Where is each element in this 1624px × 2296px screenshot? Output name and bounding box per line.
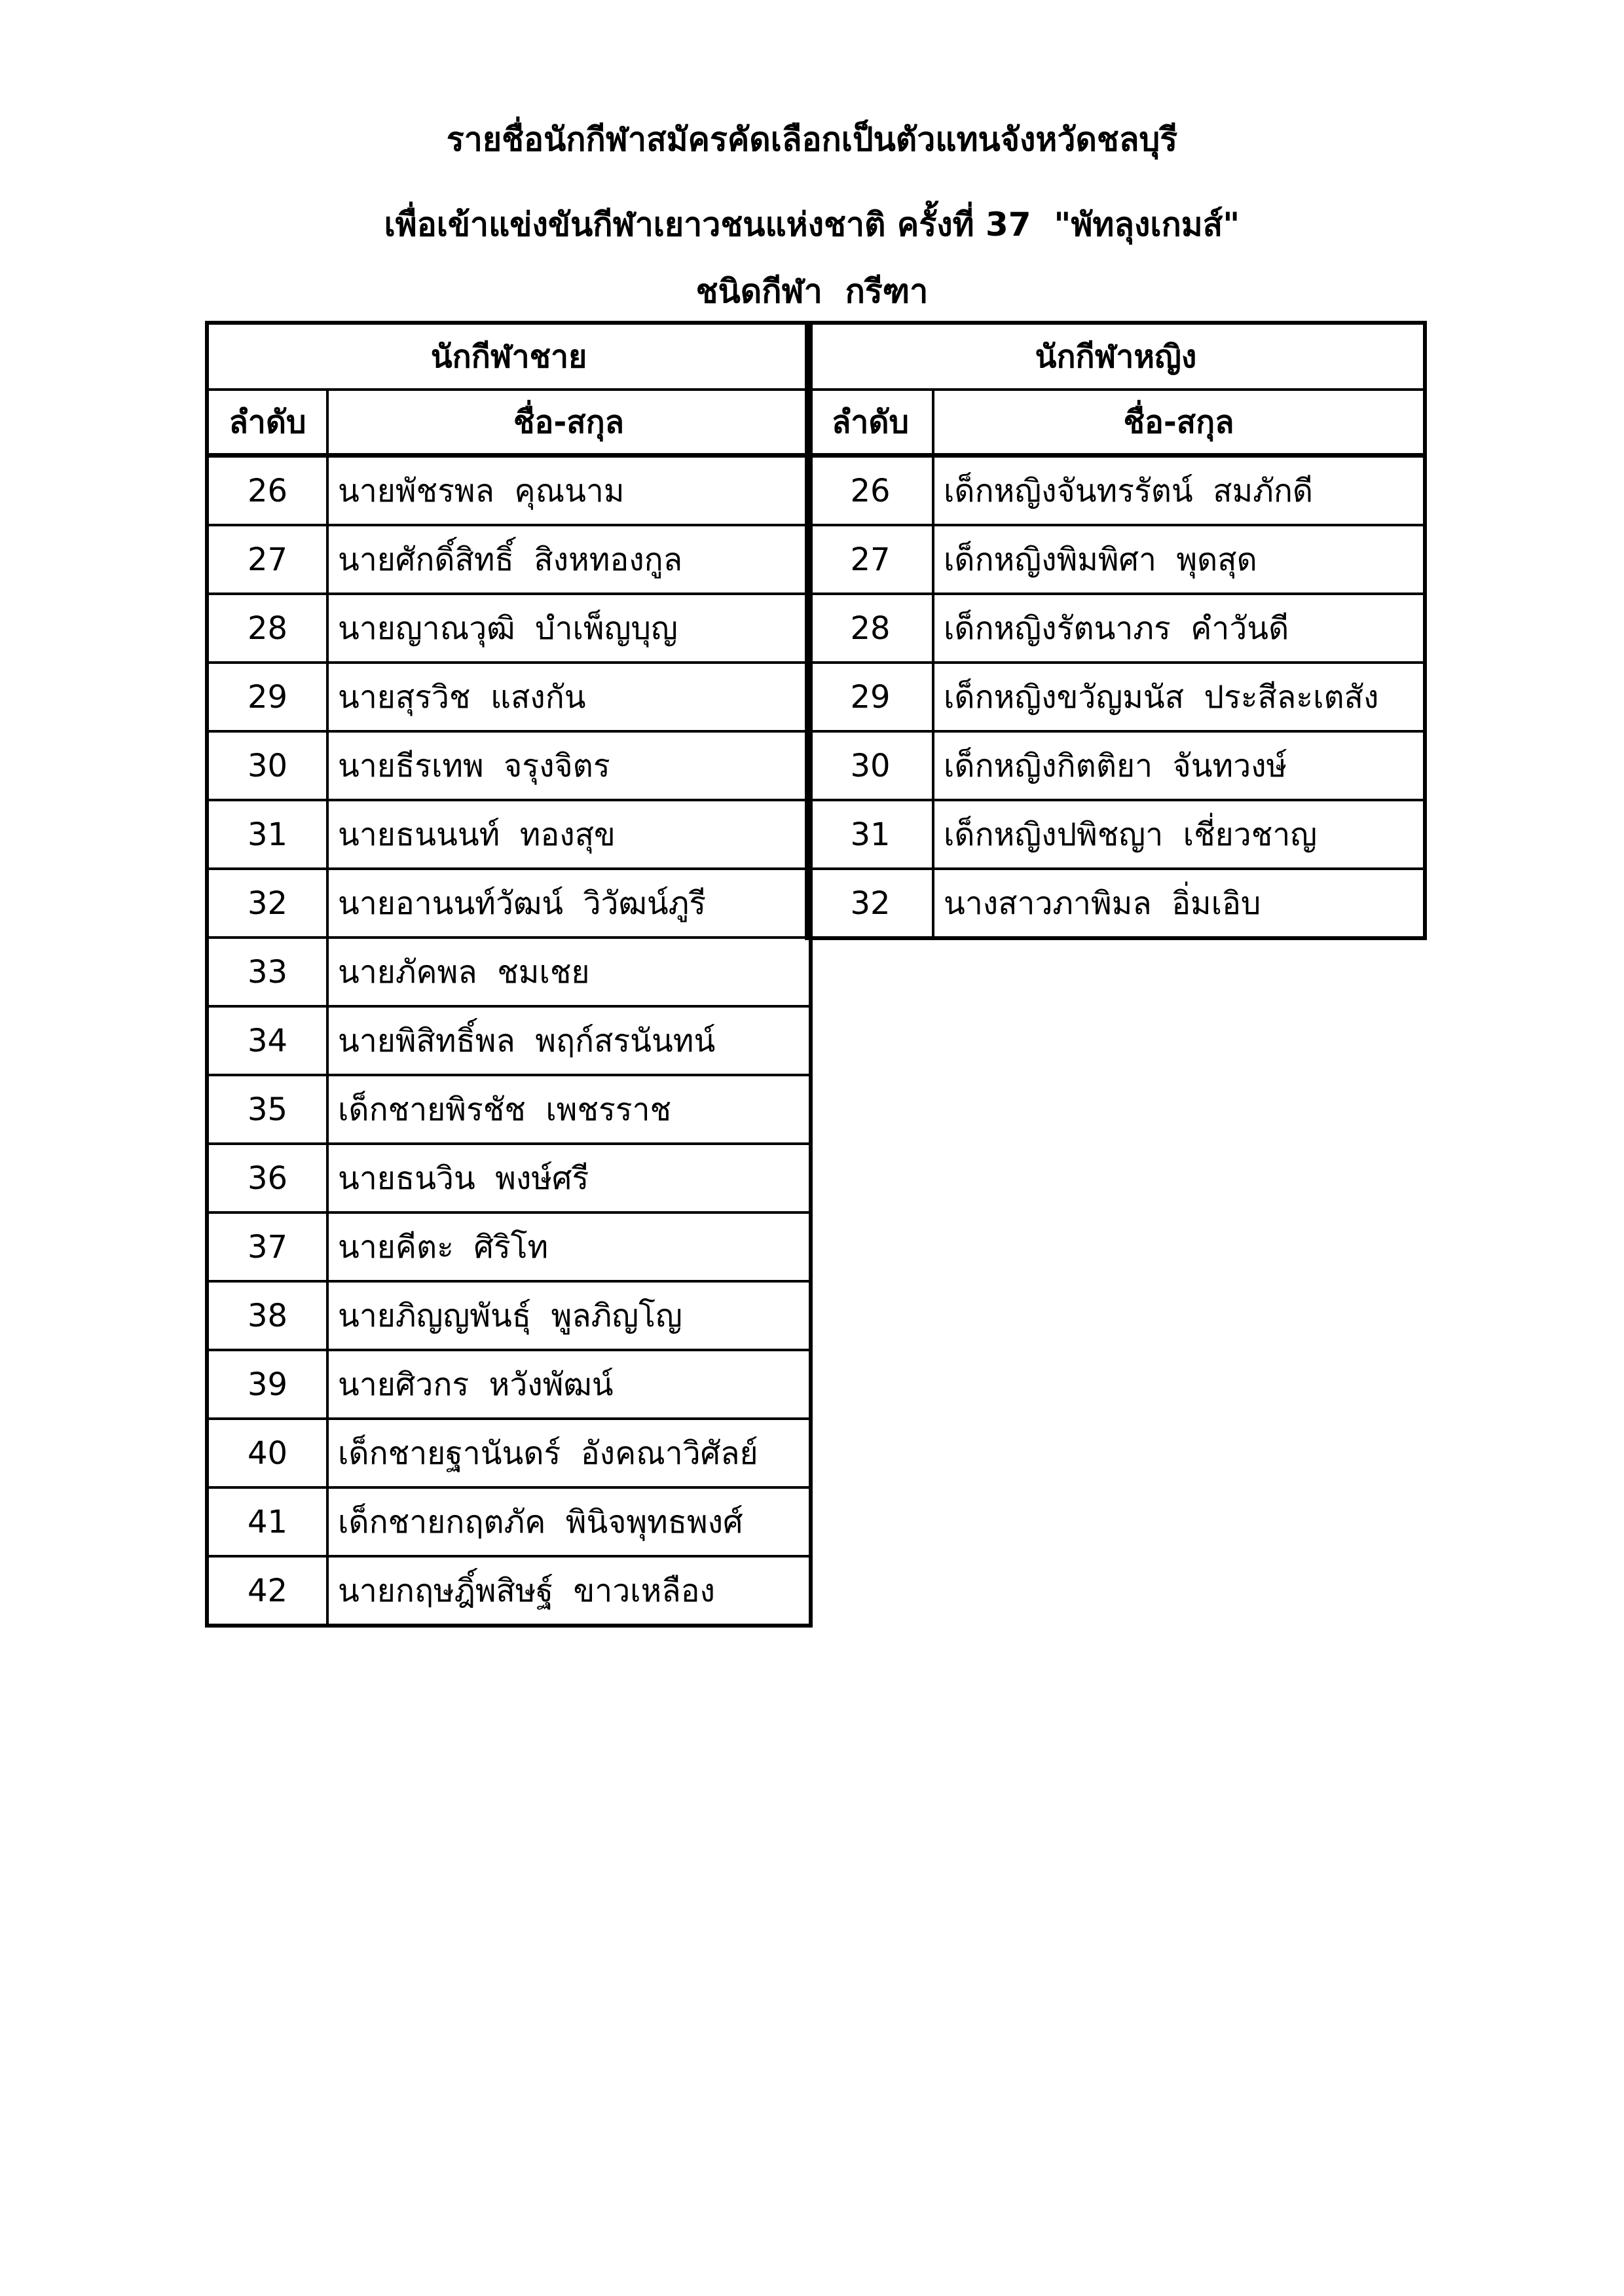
row-number: 33 xyxy=(207,938,327,1006)
male-section-header-row xyxy=(207,323,811,390)
male-athletes-table xyxy=(205,321,813,1628)
table-row xyxy=(207,1006,811,1075)
athlete-name: นายญาณวุฒิ บำเพ็ญบุญ xyxy=(327,594,811,663)
male-col-header-no: ลำดับ xyxy=(207,390,327,456)
row-number: 28 xyxy=(207,594,327,663)
athlete-name: นายพัชรพล คุณนาม xyxy=(327,456,811,526)
athlete-name: เด็กหญิงปพิชญา เชี่ยวชาญ xyxy=(933,800,1425,869)
athlete-name: นายคีตะ ศิริโท xyxy=(327,1212,811,1281)
row-number: 42 xyxy=(207,1556,327,1626)
male-columns-header-row xyxy=(207,390,811,456)
table-row xyxy=(207,1144,811,1212)
athlete-name: นายกฤษฎิ์พสิษฐ์ ขาวเหลือง xyxy=(327,1556,811,1626)
row-number: 35 xyxy=(207,1075,327,1144)
row-number: 36 xyxy=(207,1144,327,1212)
table-row xyxy=(207,1075,811,1144)
athlete-name: นายพิสิทธิ์พล พฤก์สรนันทน์ xyxy=(327,1006,811,1075)
table-row xyxy=(207,1212,811,1281)
row-number: 34 xyxy=(207,1006,327,1075)
athlete-name: นายอานนท์วัฒน์ วิวัฒน์ภูรี xyxy=(327,869,811,938)
row-number: 31 xyxy=(807,800,933,869)
athlete-name: นายศิวกร หวังพัฒน์ xyxy=(327,1350,811,1419)
page-title-line3: ชนิดกีฬา กรีฑา xyxy=(695,272,929,310)
table-row xyxy=(207,1419,811,1487)
table-row xyxy=(207,456,811,526)
row-number: 26 xyxy=(207,456,327,526)
female-col-header-no: ลำดับ xyxy=(807,390,933,456)
row-number: 41 xyxy=(207,1487,327,1556)
female-col-header-name: ชื่อ-สกุล xyxy=(933,390,1425,456)
table-row xyxy=(207,869,811,938)
athlete-name: เด็กชายฐานันดร์ อังคณาวิศัลย์ xyxy=(327,1419,811,1487)
row-number: 29 xyxy=(807,663,933,731)
athlete-name: เด็กหญิงขวัญมนัส ประสีละเตสัง xyxy=(933,663,1425,731)
table-row xyxy=(807,869,1425,938)
row-number: 30 xyxy=(807,731,933,800)
row-number: 31 xyxy=(207,800,327,869)
row-number: 28 xyxy=(807,594,933,663)
male-col-header-name: ชื่อ-สกุล xyxy=(327,390,811,456)
table-row xyxy=(207,1350,811,1419)
athlete-name: นายธีรเทพ จรุงจิตร xyxy=(327,731,811,800)
athlete-name: นายธนวิน พงษ์ศรี xyxy=(327,1144,811,1212)
table-row xyxy=(207,663,811,731)
table-row xyxy=(207,525,811,594)
athlete-name: นายภิญญพันธุ์ พูลภิญโญ xyxy=(327,1281,811,1350)
row-number: 40 xyxy=(207,1419,327,1487)
row-number: 27 xyxy=(207,525,327,594)
athlete-name: เด็กชายกฤตภัค พินิจพุทธพงศ์ xyxy=(327,1487,811,1556)
table-row xyxy=(807,663,1425,731)
table-row xyxy=(807,594,1425,663)
table-row xyxy=(807,456,1425,526)
row-number: 38 xyxy=(207,1281,327,1350)
athlete-name: เด็กหญิงกิตติยา จันทวงษ์ xyxy=(933,731,1425,800)
athlete-name: เด็กหญิงพิมพิศา พุดสุด xyxy=(933,525,1425,594)
table-row xyxy=(207,1556,811,1626)
row-number: 30 xyxy=(207,731,327,800)
female-athletes-table xyxy=(805,321,1427,940)
male-section-header: นักกีฬาชาย xyxy=(207,323,811,390)
athlete-name: เด็กหญิงจันทรรัตน์ สมภักดี xyxy=(933,456,1425,526)
row-number: 26 xyxy=(807,456,933,526)
table-row xyxy=(207,1281,811,1350)
athlete-name: นายภัคพล ชมเชย xyxy=(327,938,811,1006)
table-row xyxy=(207,594,811,663)
female-columns-header-row xyxy=(807,390,1425,456)
table-row xyxy=(207,800,811,869)
table-row xyxy=(207,731,811,800)
row-number: 29 xyxy=(207,663,327,731)
row-number: 37 xyxy=(207,1212,327,1281)
table-row xyxy=(207,938,811,1006)
row-number: 39 xyxy=(207,1350,327,1419)
athlete-name: นายสุรวิช แสงกัน xyxy=(327,663,811,731)
athlete-name: นายศักดิ์สิทธิ์ สิงหทองกูล xyxy=(327,525,811,594)
table-row xyxy=(207,1487,811,1556)
athlete-name: นายธนนนท์ ทองสุข xyxy=(327,800,811,869)
athlete-name: นางสาวภาพิมล อิ่มเอิบ xyxy=(933,869,1425,938)
female-section-header: นักกีฬาหญิง xyxy=(807,323,1425,390)
table-row xyxy=(807,731,1425,800)
athlete-name: เด็กหญิงรัตนาภร คำวันดี xyxy=(933,594,1425,663)
athlete-name: เด็กชายพิรชัช เพชรราช xyxy=(327,1075,811,1144)
row-number: 32 xyxy=(207,869,327,938)
table-row xyxy=(807,800,1425,869)
page-title-line2: เพื่อเข้าแข่งขันกีฬาเยาวชนแห่งชาติ ครั้งที่ 37 "พัทลุงเกมส์" xyxy=(384,206,1240,244)
row-number: 32 xyxy=(807,869,933,938)
page-title-line1: รายชื่อนักกีฬาสมัครคัดเลือกเป็นตัวแทนจังหวัดชลบุรี xyxy=(446,120,1178,158)
row-number: 27 xyxy=(807,525,933,594)
table-row xyxy=(807,525,1425,594)
female-section-header-row xyxy=(807,323,1425,390)
